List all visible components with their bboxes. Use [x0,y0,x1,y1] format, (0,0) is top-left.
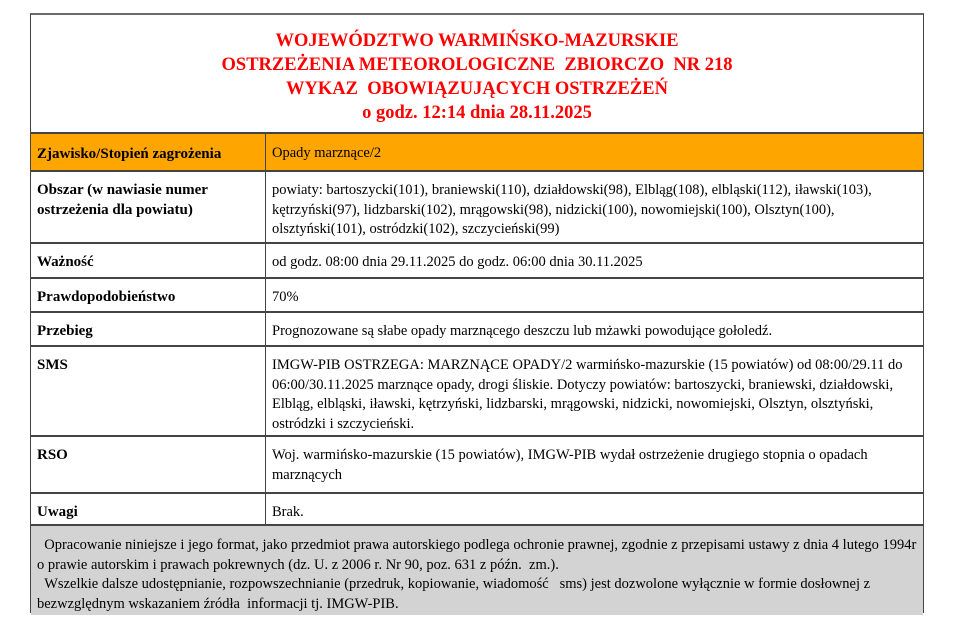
document-title [31,15,923,132]
validity-row [31,242,923,277]
course-value: Prognozowane są słabe opady marznącego deszczu lub mżawki powodujące gołoledź. [272,323,773,339]
rso-row [31,435,923,492]
probability-label: Prawdopodobieństwo [31,279,266,311]
area-value: powiaty: bartoszycki(101), braniewski(110), działdowski(98), Elbląg(108), elbląski(112), iławski(103), kętrzyński(97), lidzbarski(102), mrągowski(98), nidzicki(100), nowomiejski(100), Olsztyn(100), olsztyński(101), ostródzki(102), szczycieński(99) [272,182,872,237]
copyright-footer [31,524,923,615]
rso-value: Woj. warmińsko-mazurskie (15 powiatów), IMGW-PIB wydał ostrzeżenie drugiego stopnia o opadach marznących [272,447,868,483]
redistribution-paragraph: Wszelkie dalsze udostępnianie, rozpowszechnianie (przedruk, kopiowanie, wiadomość sms) jest dozwolone wyłącznie w formie dosłownej z bezwzględnym wskazaniem źródła informacji tj. IMGW-PIB. [37,576,874,612]
title-issue-time: o godz. 12:14 dnia 28.11.2025 [362,103,592,123]
area-label: Obszar (w nawiasie numer ostrzeżenia dla powiatu) [31,172,266,242]
rso-label: RSO [31,437,266,492]
phenomenon-row [31,132,923,170]
title-region: WOJEWÓDZTWO WARMIŃSKO-MAZURSKIE [275,31,679,51]
phenomenon-label: Zjawisko/Stopień zagrożenia [31,134,266,170]
title-list-heading: WYKAZ OBOWIĄZUJĄCYCH OSTRZEŻEŃ [286,79,668,99]
sms-label: SMS [31,347,266,435]
validity-label: Ważność [31,244,266,277]
warning-document [30,13,924,613]
area-row [31,170,923,242]
probability-value: 70% [272,289,299,305]
title-warning-number: OSTRZEŻENIA METEOROLOGICZNE ZBIORCZO NR 218 [221,55,733,75]
remarks-row [31,492,923,524]
probability-row [31,277,923,311]
phenomenon-value: Opady marznące/2 [272,145,382,161]
remarks-value: Brak. [272,504,304,520]
course-row [31,311,923,345]
sms-row [31,345,923,435]
sms-value: IMGW-PIB OSTRZEGA: MARZNĄCE OPADY/2 warmińsko-mazurskie (15 powiatów) od 08:00/29.11 do 06:00/30.11.2025 marznące opady, drogi śliskie. Dotyczy powiatów: bartoszycki, braniewski, działdowski, Elbląg, elbląski, iławski, kętrzyński, lidzbarski, mrągowski, nidzicki, nowomiejski, Olsztyn, olsztyński, ostródzki i szczycieński. [272,357,903,432]
copyright-paragraph: Opracowanie niniejsze i jego format, jako przedmiot prawa autorskiego podlega ochronie prawnej, zgodnie z przepisami ustawy z dnia 4 lutego 1994r o prawie autorskim i prawach pokrewnych (dz. U. z 2006 r. Nr 90, poz. 631 z późn. zm.). [37,537,920,573]
validity-value: od godz. 08:00 dnia 29.11.2025 do godz. 06:00 dnia 30.11.2025 [272,254,643,270]
remarks-label: Uwagi [31,494,266,524]
course-label: Przebieg [31,313,266,345]
